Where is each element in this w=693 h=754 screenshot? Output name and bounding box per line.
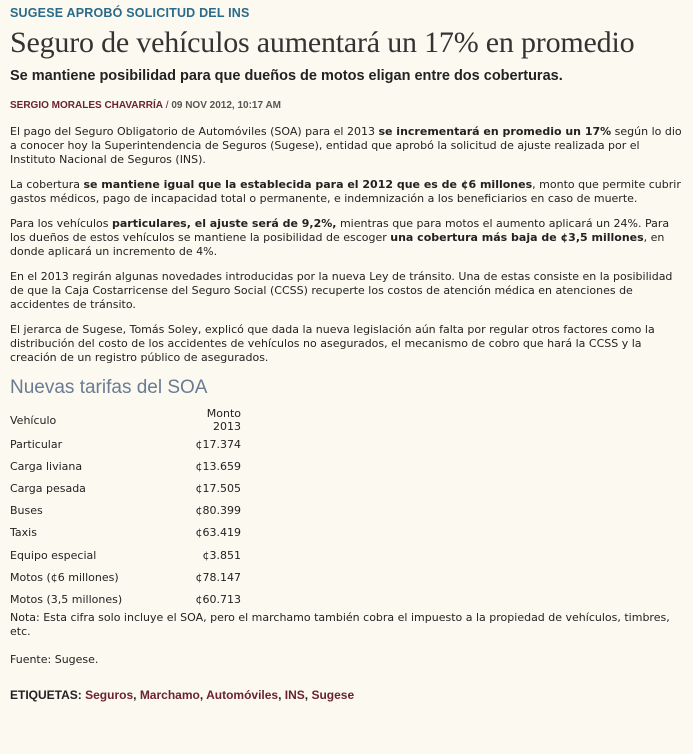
column-header-vehicle: Vehículo [10, 413, 57, 427]
amount-cell: ¢13.659 [195, 459, 241, 473]
vehicle-cell: Carga liviana [10, 459, 83, 473]
paragraph-text: La cobertura [10, 178, 84, 191]
byline [10, 100, 683, 111]
article-body [10, 125, 683, 365]
vehicle-cell: Motos (¢6 millones) [10, 570, 119, 584]
amount-cell: ¢60.713 [195, 592, 241, 606]
paragraph-text: mientras que para motos el aumento aplicará un 24%. Para los dueños de estos vehículos se mantiene la posibilidad de escoger [10, 217, 670, 244]
paragraph-text: , monto que permite cubrir gastos médicos, pago de incapacidad total o permanente, e indemnización a los beneficiarios en caso de muerte. [10, 178, 681, 205]
tags-line [10, 688, 683, 702]
table-row [10, 522, 241, 544]
paragraph-text: El pago del Seguro Obligatorio de Automóviles (SOA) para el 2013 [10, 125, 379, 138]
tag-separator: , [133, 687, 140, 702]
amount-cell: ¢3.851 [202, 548, 241, 562]
tag-link-sugese[interactable]: Sugese [311, 687, 355, 702]
author-link[interactable]: SERGIO MORALES CHAVARRÍA [10, 100, 163, 111]
amount-cell: ¢63.419 [195, 526, 241, 540]
headline: Seguro de vehículos aumentará un 17% en promedio [10, 26, 635, 59]
table-title: Nuevas tarifas del SOA [10, 377, 208, 398]
table-row [10, 455, 241, 477]
vehicle-cell: Motos (3,5 millones) [10, 592, 123, 606]
vehicle-cell: Taxis [10, 526, 37, 540]
table-row [10, 433, 241, 455]
table-note: Nota: Esta cifra solo incluye el SOA, pero el marchamo también cobra el impuesto a la propiedad de vehículos, timbres, etc. [10, 610, 670, 638]
kicker: SUGESE APROBÓ SOLICITUD DEL INS [10, 6, 250, 20]
tag-link-automoviles[interactable]: Automóviles [206, 687, 279, 702]
paragraph-bold: una cobertura más baja de ¢3,5 millones [390, 231, 644, 244]
subheadline: Se mantiene posibilidad para que dueños de motos eligan entre dos coberturas. [10, 68, 563, 84]
paragraph-text: Para los vehículos [10, 217, 112, 230]
amount-cell: ¢80.399 [195, 504, 241, 518]
publish-date: 09 NOV 2012, 10:17 AM [171, 100, 281, 111]
amount-cell: ¢78.147 [195, 570, 241, 584]
table-row [10, 477, 241, 499]
paragraph-text: según lo dio a conocer hoy la Superintendencia de Seguros (Sugese), entidad que aprobó la solicitud de ajuste realizada por el Instituto Nacional de Seguros (INS). [10, 125, 682, 166]
table-source: Fuente: Sugese. [10, 652, 99, 666]
vehicle-cell: Carga pesada [10, 481, 86, 495]
tags-label: ETIQUETAS: [10, 687, 82, 702]
paragraph-2 [10, 178, 683, 206]
tag-separator: , [304, 687, 312, 702]
paragraph-bold: se mantiene igual que la establecida para el 2012 que es de ¢6 millones [83, 178, 533, 191]
table-row [10, 588, 241, 610]
tag-separator: , [199, 687, 207, 702]
table-header-row [10, 407, 241, 433]
table-row [10, 566, 241, 588]
tag-separator: , [278, 687, 285, 702]
paragraph-4: En el 2013 regirán algunas novedades introducidas por la nueva Ley de tránsito. Una de estas consiste en la posibilidad de que la Caja Costarricense del Seguro Social (CCSS) recuperte los costos de atención médica en atenciones de accidentes de tránsito. [10, 270, 673, 311]
paragraph-bold: particulares, el ajuste será de 9,2%, [112, 217, 337, 230]
paragraph-3 [10, 217, 683, 259]
vehicle-cell: Particular [10, 437, 63, 451]
byline-separator: / [162, 100, 172, 111]
column-header-amount: Monto 2013 [206, 407, 241, 433]
paragraph-5: El jerarca de Sugese, Tomás Soley, explicó que dada la nueva legislación aún falta por regular otros factores como la distribución del costo de los accidentes de vehículos no asegurados, el mecanismo de cobro que hará la CCSS y la creación de un registro público de asegurados. [10, 323, 655, 364]
rates-table [10, 407, 241, 611]
amount-cell: ¢17.505 [195, 481, 241, 495]
table-row [10, 500, 241, 522]
paragraph-1 [10, 125, 683, 167]
amount-cell: ¢17.374 [195, 437, 241, 451]
vehicle-cell: Buses [10, 504, 43, 518]
paragraph-bold: se incrementará en promedio un 17% [378, 125, 612, 138]
tag-link-marchamo[interactable]: Marchamo [139, 687, 200, 702]
tag-link-ins[interactable]: INS [284, 687, 305, 702]
table-row [10, 544, 241, 566]
vehicle-cell: Equipo especial [10, 548, 97, 562]
paragraph-text: , en donde aplicará un incremento de 4%. [10, 231, 665, 258]
tag-link-seguros[interactable]: Seguros [85, 687, 134, 702]
